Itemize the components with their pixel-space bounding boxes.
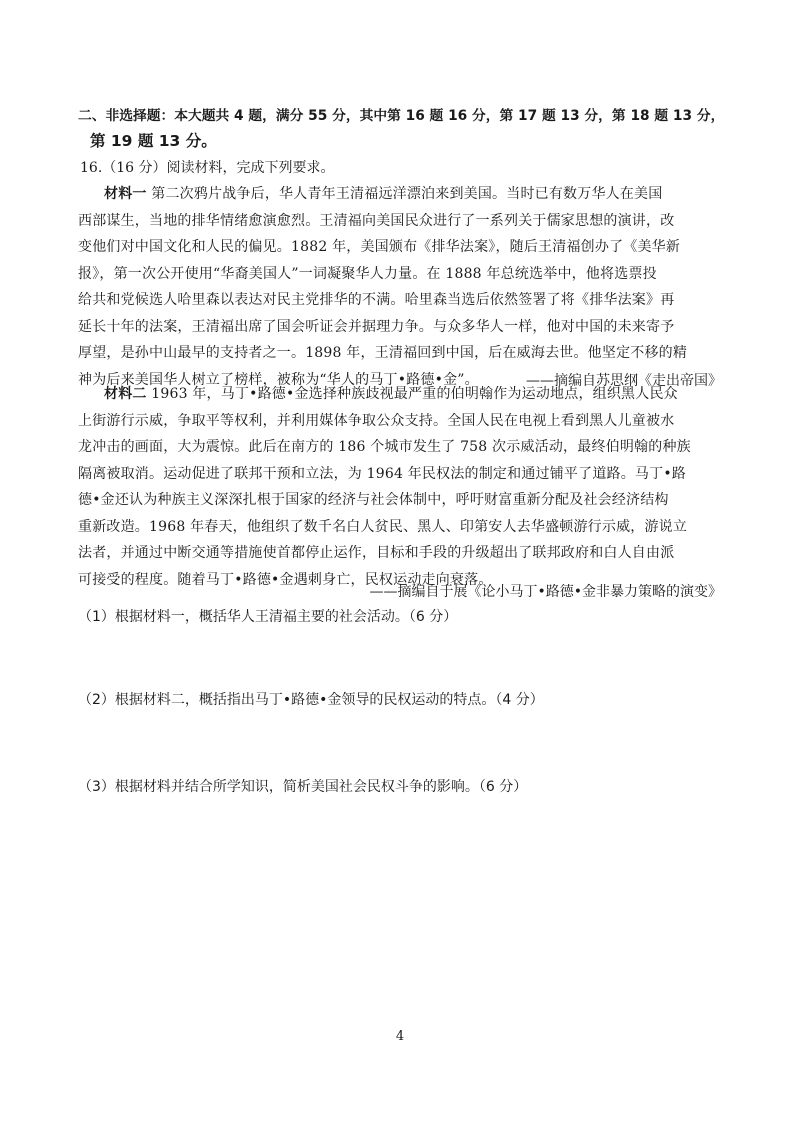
material-two-source: ——摘编自于展《论小马丁•路德•金非暴力策略的演变》: [369, 584, 722, 600]
material-two-line: 上街游行示威，争取平等权利，并利用媒体争取公众支持。全国人民在电视上看到黑人儿童被水: [78, 412, 675, 429]
material-one-source: ——摘编自苏思纲《走出帝国》: [526, 373, 722, 389]
question-16-intro: 16.（16 分）阅读材料，完成下列要求。: [80, 160, 335, 176]
material-one-line: 厚望，是孙中山最早的支持者之一。1898 年，王清福回到中国，后在威海去世。他坚定不移的精: [78, 345, 688, 361]
sub-question-2: （2）根据材料二，概括指出马丁•路德•金领导的民权运动的特点。（4 分）: [78, 692, 544, 708]
material-one-line: 变他们对中国文化和人民的偏见。1882 年，美国颁布《排华法案》，随后王清福创办了《美华新: [78, 239, 681, 255]
material-two-label: 材料二: [104, 386, 147, 402]
material-one-line: 延长十年的法案，王清福出席了国会听证会并据理力争。与众多华人一样，他对中国的未来寄予: [78, 318, 675, 335]
material-one-line: 西部谋生，当地的排华情绪愈演愈烈。王清福向美国民众进行了一系列关于儒家思想的演讲，改: [78, 212, 675, 229]
material-one: [78, 181, 724, 393]
material-one-label: 材料一: [104, 186, 147, 202]
sub-question-3: （3）根据材料并结合所学知识，简析美国社会民权斗争的影响。（6 分）: [78, 779, 528, 795]
material-two-line: [78, 381, 724, 408]
material-two: [78, 381, 724, 593]
material-one-line: 报》，第一次公开使用“华裔美国人”一词凝聚华人力量。在 1888 年总统选举中，他将选票投: [78, 265, 657, 282]
material-two-line: 龙冲击的画面，大为震惊。此后在南方的 186 个城市发生了 758 次示威活动，最终伯明翰的种族: [78, 439, 691, 455]
page-number: 4: [395, 1029, 405, 1044]
material-one-line: 神为后来美国华人树立了榜样，被称为“华人的马丁•路德•金”。: [78, 371, 479, 388]
section-heading: [78, 104, 728, 154]
section-heading-line-2: 第 19 题 13 分。: [90, 132, 217, 150]
material-one-line: 给共和党候选人哈里森以表达对民主党排华的不满。哈里森当选后依然签署了将《排华法案》再: [78, 292, 675, 308]
material-two-line: 法者，并通过中断交通等措施使首都停止运作，目标和手段的升级超出了联邦政府和白人自由派: [78, 545, 675, 561]
material-one-line-0-text: 第二次鸦片战争后，华人青年王清福远洋漂泊来到美国。当时已有数万华人在美国: [146, 186, 663, 202]
material-two-line: 重新改造。1968 年春天，他组织了数千名白人贫民、黑人、印第安人去华盛顿游行示威，游说立: [78, 518, 688, 535]
material-two-line-0-text: 1963 年，马丁•路德•金选择种族歧视最严重的伯明翰作为运动地点，组织黑人民众: [146, 386, 678, 402]
material-two-line: 隔离被取消。运动促进了联邦干预和立法，为 1964 年民权法的制定和通过铺平了道路。马丁•路: [78, 465, 686, 482]
material-two-line: 可接受的程度。随着马丁•路德•金遇刺身亡，民权运动走向衰落。: [78, 571, 493, 588]
section-heading-line-1: 二、非选择题：本大题共 4 题，满分 55 分，其中第 16 题 16 分，第 17 题 13 分，第 18 题 13 分，: [78, 108, 725, 124]
material-one-line: [78, 181, 724, 208]
material-two-line: 德•金还认为种族主义深深扎根于国家的经济与社会体制中，呼吁财富重新分配及社会经济结构: [78, 492, 669, 508]
sub-question-1: （1）根据材料一，概括华人王清福主要的社会活动。（6 分）: [78, 609, 458, 625]
